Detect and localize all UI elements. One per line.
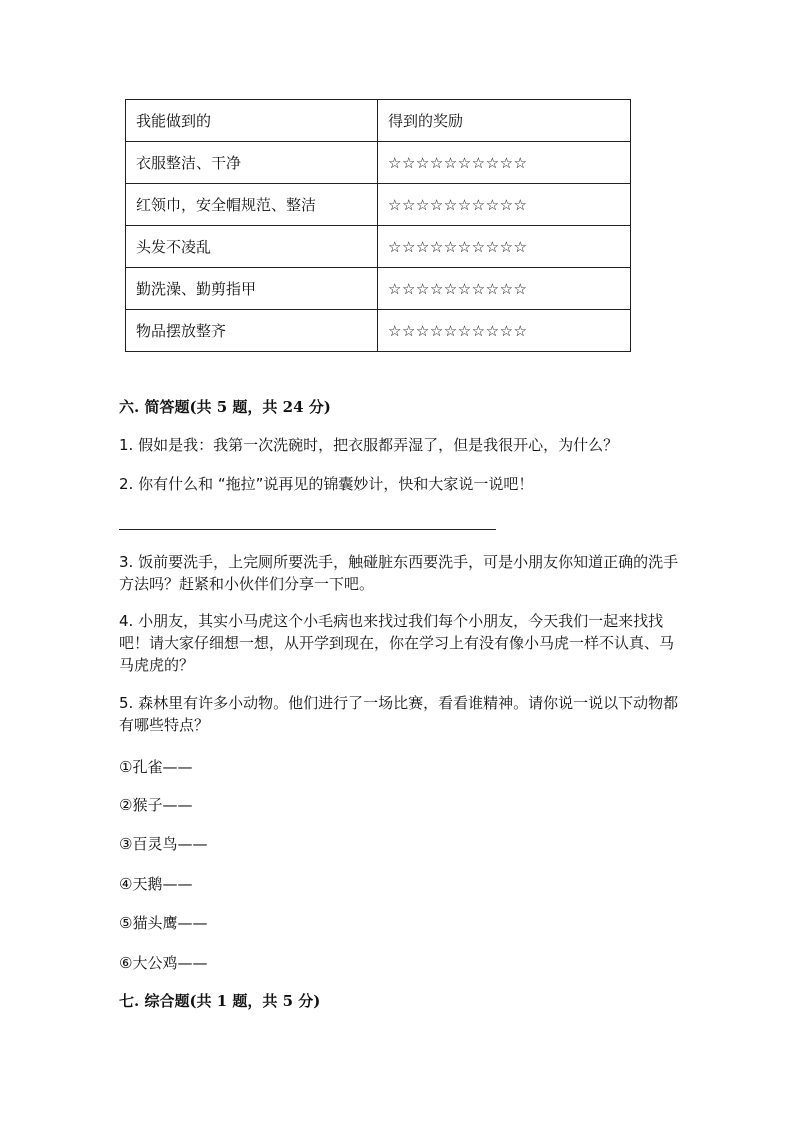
animal-item-lark: ③百灵鸟——	[119, 835, 208, 853]
animal-item-swan: ④天鹅——	[119, 875, 193, 893]
task-cell: 衣服整洁、干净	[126, 142, 378, 184]
task-cell: 红领巾，安全帽规范、整洁	[126, 184, 378, 226]
question-1: 1. 假如是我：我第一次洗碗时，把衣服都弄湿了，但是我很开心，为什么？	[119, 436, 619, 454]
stars-cell: ☆☆☆☆☆☆☆☆☆☆	[378, 184, 631, 226]
section-6-title: 六. 简答题(共 5 题，共 24 分)	[119, 398, 331, 416]
stars-cell: ☆☆☆☆☆☆☆☆☆☆	[378, 310, 631, 352]
table-header-cell: 得到的奖励	[378, 100, 631, 142]
animal-item-rooster: ⑥大公鸡——	[119, 954, 208, 972]
stars-cell: ☆☆☆☆☆☆☆☆☆☆	[378, 268, 631, 310]
animal-item-owl: ⑤猫头鹰——	[119, 914, 208, 932]
table-row	[126, 268, 631, 310]
question-3: 3. 饭前要洗手，上完厕所要洗手，触碰脏东西要洗手，可是小朋友你知道正确的洗手方法吗？赶紧和小伙伴们分享一下吧。	[119, 553, 679, 593]
answer-line[interactable]	[119, 529, 496, 530]
animal-item-monkey: ②猴子——	[119, 796, 193, 814]
table-header-cell: 我能做到的	[126, 100, 378, 142]
task-cell: 物品摆放整齐	[126, 310, 378, 352]
task-cell: 勤洗澡、勤剪指甲	[126, 268, 378, 310]
stars-cell: ☆☆☆☆☆☆☆☆☆☆	[378, 142, 631, 184]
question-4: 4. 小朋友，其实小马虎这个小毛病也来找过我们每个小朋友，今天我们一起来找找吧！请大家仔细想一想，从开学到现在，你在学习上有没有像小马虎一样不认真、马马虎虎的？	[119, 612, 675, 674]
table-row	[126, 184, 631, 226]
table-row	[126, 142, 631, 184]
reward-table	[125, 99, 631, 352]
stars-cell: ☆☆☆☆☆☆☆☆☆☆	[378, 226, 631, 268]
table-header-row	[126, 100, 631, 142]
task-cell: 头发不凌乱	[126, 226, 378, 268]
table-row	[126, 310, 631, 352]
question-5: 5. 森林里有许多小动物。他们进行了一场比赛，看看谁精神。请你说一说以下动物都有哪些特点？	[119, 694, 679, 734]
animal-item-peacock: ①孔雀——	[119, 758, 193, 776]
question-2: 2. 你有什么和 “拖拉”说再见的锦囊妙计，快和大家说一说吧！	[119, 475, 534, 493]
table-row	[126, 226, 631, 268]
section-7-title: 七. 综合题(共 1 题，共 5 分)	[119, 992, 321, 1010]
